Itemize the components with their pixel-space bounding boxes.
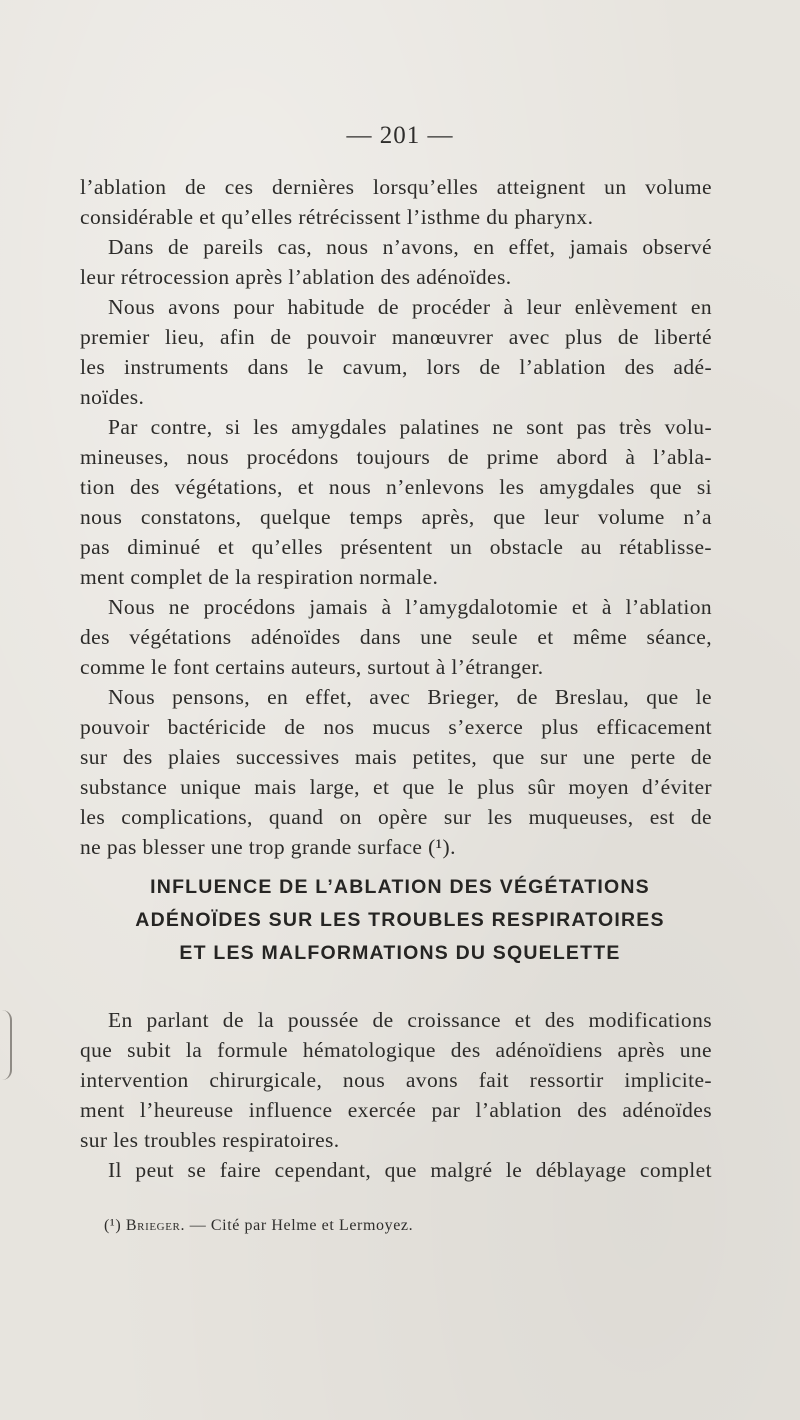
text-line: l’ablation de ces dernières lorsqu’elles atteignent un volume xyxy=(80,175,712,199)
text-line: mineuses, nous procédons toujours de prime abord à l’abla- xyxy=(80,445,712,469)
footnote-text: — Cité par Helme et Lermoyez. xyxy=(189,1217,414,1234)
section-heading-line: INFLUENCE DE L’ABLATION DES VÉGÉTATIONS xyxy=(150,876,650,898)
text-line: Il peut se faire cependant, que malgré le déblayage complet xyxy=(108,1158,712,1182)
text-line: Dans de pareils cas, nous n’avons, en effet, jamais observé xyxy=(108,235,712,259)
text-line: considérable et qu’elles rétrécissent l’isthme du pharynx. xyxy=(80,205,594,229)
section-heading-line: ET LES MALFORMATIONS DU SQUELETTE xyxy=(179,942,621,964)
text-line: les instruments dans le cavum, lors de l’ablation des adé- xyxy=(80,355,712,379)
text-line: Nous pensons, en effet, avec Brieger, de Breslau, que le xyxy=(108,685,712,709)
text-line: substance unique mais large, et que le plus sûr moyen d’éviter xyxy=(80,775,712,799)
text-line: les complications, quand on opère sur les muqueuses, est de xyxy=(80,805,712,829)
text-line: sur les troubles respiratoires. xyxy=(80,1128,340,1152)
text-line: nous constatons, quelque temps après, que leur volume n’a xyxy=(80,505,712,529)
text-line: comme le font certains auteurs, surtout à l’étranger. xyxy=(80,655,544,679)
text-line: leur rétrocession après l’ablation des adénoïdes. xyxy=(80,265,512,289)
text-line: Nous avons pour habitude de procéder à leur enlèvement en xyxy=(108,295,712,319)
text-line: premier lieu, afin de pouvoir manœuvrer avec plus de liberté xyxy=(80,325,712,349)
text-line: pas diminué et qu’elles présentent un obstacle au rétablisse- xyxy=(80,535,712,559)
binding-edge-mark xyxy=(0,1010,12,1080)
footnote-marker: (¹) xyxy=(104,1217,122,1234)
section-heading-line: ADÉNOÏDES SUR LES TROUBLES RESPIRATOIRES xyxy=(135,909,665,931)
text-line: intervention chirurgicale, nous avons fait ressortir implicite- xyxy=(80,1068,712,1092)
text-line: Nous ne procédons jamais à l’amygdalotomie et à l’ablation xyxy=(108,595,712,619)
text-line: ment l’heureuse influence exercée par l’ablation des adénoïdes xyxy=(80,1098,712,1122)
text-line: noïdes. xyxy=(80,385,145,409)
page-number: — 201 — xyxy=(346,122,454,149)
footnote xyxy=(104,1217,413,1235)
text-line: tion des végétations, et nous n’enlevons les amygdales que si xyxy=(80,475,712,499)
text-line: ne pas blesser une trop grande surface (¹). xyxy=(80,835,456,859)
text-line: En parlant de la poussée de croissance et des modifications xyxy=(108,1008,712,1032)
text-line: ment complet de la respiration normale. xyxy=(80,565,439,589)
text-line: des végétations adénoïdes dans une seule et même séance, xyxy=(80,625,712,649)
text-line: pouvoir bactéricide de nos mucus s’exerce plus efficacement xyxy=(80,715,712,739)
text-line: Par contre, si les amygdales palatines ne sont pas très volu- xyxy=(108,415,712,439)
text-line: que subit la formule hématologique des adénoïdiens après une xyxy=(80,1038,712,1062)
text-line: sur des plaies successives mais petites, que sur une perte de xyxy=(80,745,712,769)
footnote-author: Brieger. xyxy=(125,1217,186,1234)
